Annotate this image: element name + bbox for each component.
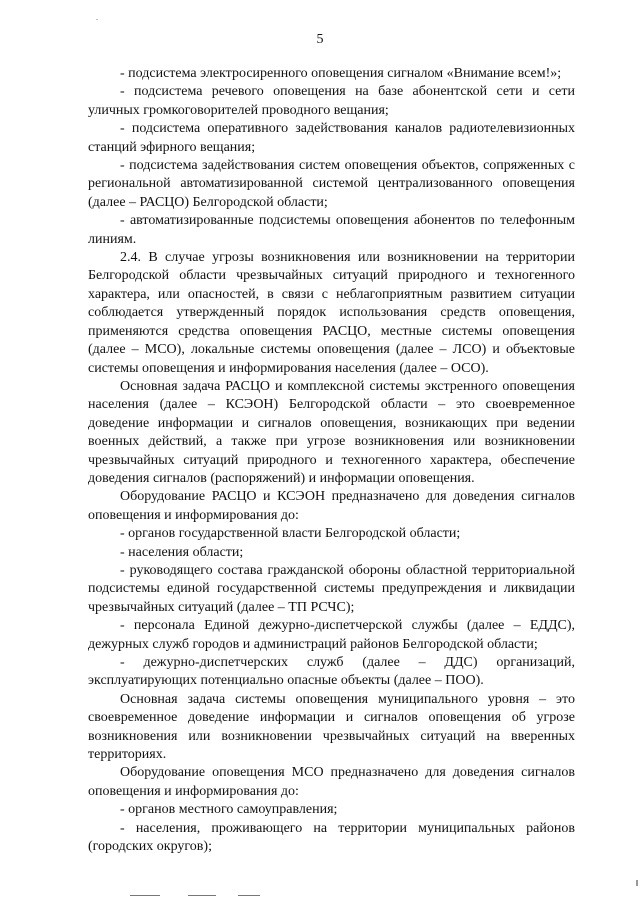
scan-dot: .: [96, 13, 98, 22]
list-item: - дежурно-диспетчерских служб (далее – ДДС) организаций, эксплуатирующих потенциально опасные объекты (далее – ПОО).: [88, 655, 575, 689]
scan-edge-artifact: [636, 880, 638, 886]
paragraph: - подсистема электросиренного оповещения сигналом «Внимание всем!»;: [120, 66, 562, 81]
paragraph: Основная задача системы оповещения муниципального уровня – это своевременное доведение информации и сигналов оповещения об угрозе возникновения или возникновении чрезвычайных ситуаций на вверенных территориях.: [88, 691, 575, 763]
list-item: - населения, проживающего на территории муниципальных районов (городских округов);: [88, 820, 575, 855]
paragraph: Основная задача РАСЦО и комплексной системы экстренного оповещения населения (далее – КСЭОН) Белгородской области – это своевременное доведение информации и сигналов оповещения, возникающих при ведении военных действий, а также при угрозе возникновения или возникновении чрезвычайных ситуаций природного и техногенного характера, обеспечение доведения сигналов (распоряжений) и информации оповещения.: [88, 378, 575, 486]
document-body: [88, 65, 575, 856]
list-item: - органов государственной власти Белгородской области;: [120, 526, 461, 542]
page-number: 5: [316, 32, 324, 47]
paragraph: - подсистема оперативного задействования каналов радиотелевизионных станций эфирного вещания;: [88, 121, 575, 155]
list-item: - руководящего состава гражданской обороны областной территориальной подсистемы единой государственной системы предупреждения и ликвидации чрезвычайных ситуаций (далее – ТП РСЧС);: [88, 562, 575, 615]
list-item: - органов местного самоуправления;: [120, 802, 338, 818]
paragraph: - подсистема речевого оповещения на базе абонентской сети и сети уличных громкоговорителей проводного вещания;: [88, 84, 575, 118]
paragraph: Оборудование оповещения МСО предназначено для доведения сигналов оповещения и информирования до:: [88, 765, 575, 799]
paragraph: 2.4. В случае угрозы возникновения или возникновении на территории Белгородской области чрезвычайных ситуаций природного и техногенного характера, или опасностей, в связи с неблагоприятным развитием ситуации соблюдается утвержденный порядок использования средств оповещения, применяются средства оповещения РАСЦО, местные системы оповещения (далее – МСО), локальные системы оповещения (далее – ЛСО) и объектовые системы оповещения и информирования населения (далее – ОСО).: [88, 250, 575, 376]
scan-artifact: [130, 893, 330, 899]
paragraph: - подсистема задействования систем оповещения объектов, сопряженных с региональной автоматизированной системой централизованного оповещения (далее – РАСЦО) Белгородской области;: [88, 158, 575, 210]
paragraph: Оборудование РАСЦО и КСЭОН предназначено для доведения сигналов оповещения и информирования до:: [88, 489, 575, 523]
list-item: - персонала Единой дежурно-диспетчерской службы (далее – ЕДДС), дежурных служб городов и администраций районов Белгородской области;: [88, 618, 575, 652]
paragraph: - автоматизированные подсистемы оповещения абонентов по телефонным линиям.: [88, 213, 575, 247]
list-item: - населения области;: [120, 544, 244, 560]
